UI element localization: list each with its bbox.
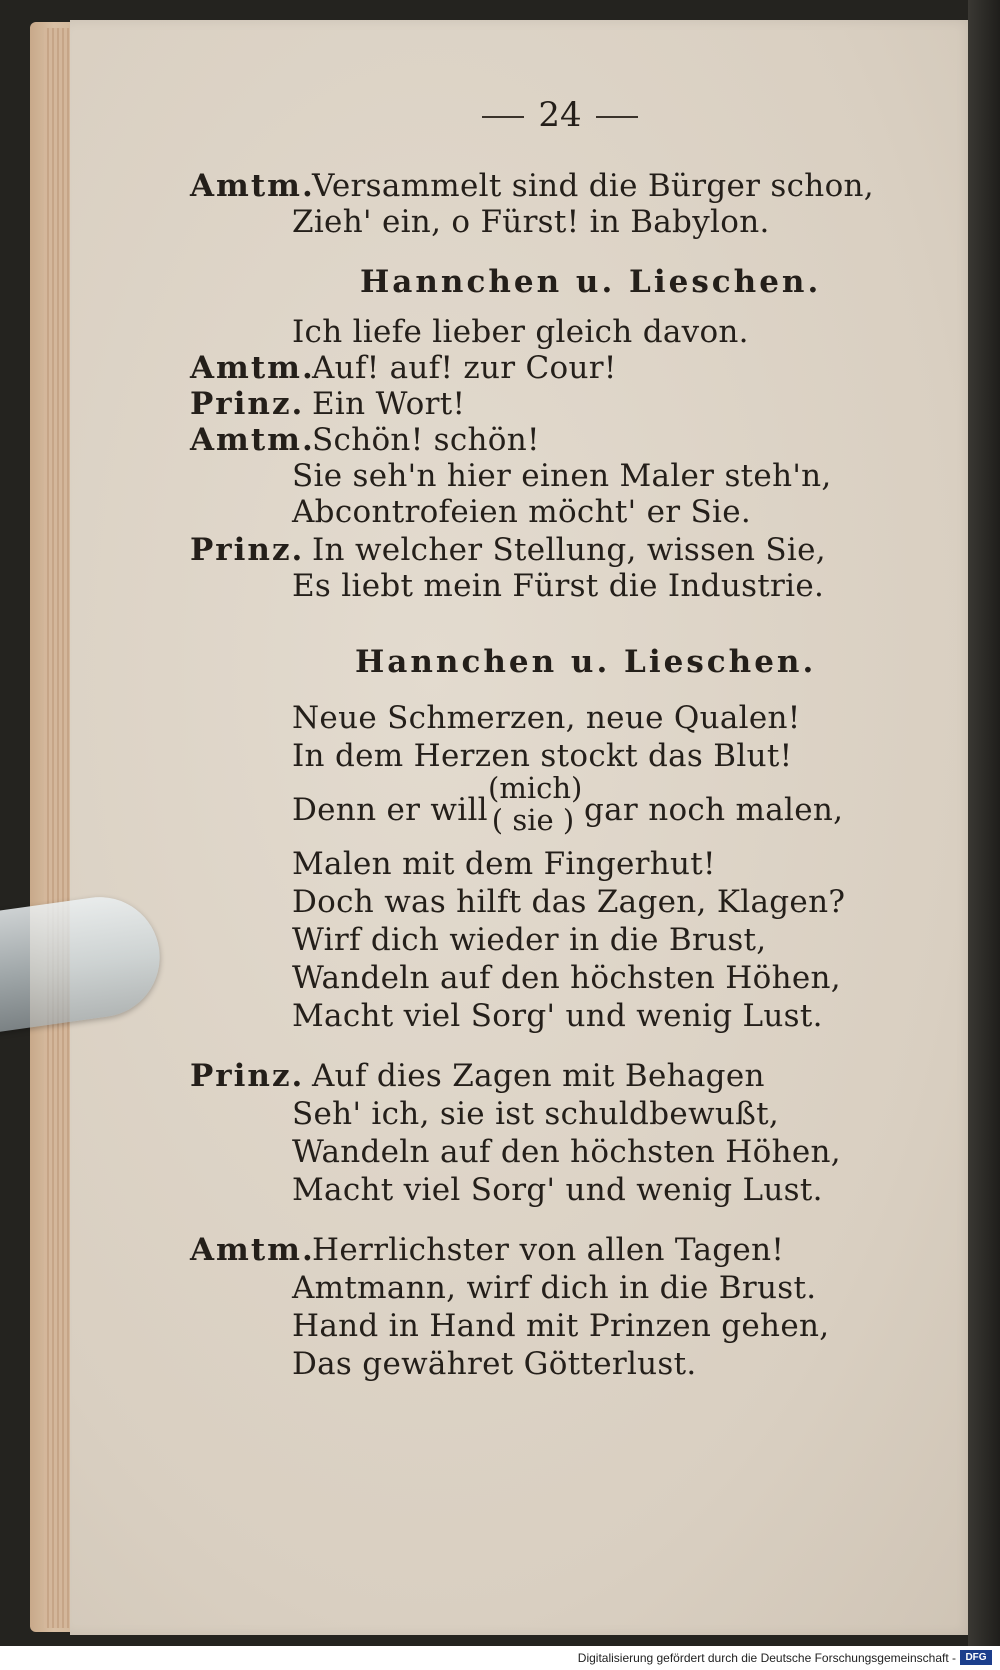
speaker-label: Amtm. <box>190 350 315 386</box>
verse-line: Macht viel Sorg' und wenig Lust. <box>292 1172 823 1208</box>
verse-line: Wirf dich wieder in die Brust, <box>292 922 767 958</box>
verse-line: Amtmann, wirf dich in die Brust. <box>292 1270 817 1306</box>
alternative-top: (mich) <box>488 771 583 805</box>
verse-line: Ein Wort! <box>312 386 466 422</box>
section-heading: Hannchen u. Lieschen. <box>360 264 822 300</box>
verse-line: Herrlichster von allen Tagen! <box>312 1232 785 1268</box>
speaker-label: Amtm. <box>190 1232 315 1268</box>
verse-line: Versammelt sind die Bürger schon, <box>312 168 874 204</box>
speaker-label: Amtm. <box>190 422 315 458</box>
verse-line: Doch was hilft das Zagen, Klagen? <box>292 884 846 920</box>
verse-line: In welcher Stellung, wissen Sie, <box>312 532 826 568</box>
verse-line: Malen mit dem Fingerhut! <box>292 846 716 882</box>
verse-line: Zieh' ein, o Fürst! in Babylon. <box>292 204 770 240</box>
footer-credit: Digitalisierung gefördert durch die Deutsche Forschungsgemeinschaft - <box>577 1651 956 1665</box>
verse-line: Wandeln auf den höchsten Höhen, <box>292 960 841 996</box>
page-number: 24 <box>420 95 700 135</box>
section-heading: Hannchen u. Lieschen. <box>355 644 817 680</box>
verse-line: gar noch malen, <box>584 792 844 828</box>
verse-line: Denn er will <box>292 792 488 828</box>
verse-line: In dem Herzen stockt das Blut! <box>292 738 793 774</box>
alternative-bottom: ( sie ) <box>491 803 575 837</box>
verse-line: Es liebt mein Fürst die Industrie. <box>292 568 825 604</box>
speaker-label: Prinz. <box>190 532 305 568</box>
verse-line: Macht viel Sorg' und wenig Lust. <box>292 998 823 1034</box>
verse-line: Neue Schmerzen, neue Qualen! <box>292 700 801 736</box>
verse-line: Abcontrofeien möcht' er Sie. <box>292 494 752 530</box>
speaker-label: Prinz. <box>190 1058 305 1094</box>
verse-line: Das gewähret Götterlust. <box>292 1346 697 1382</box>
verse-line: Schön! schön! <box>312 422 540 458</box>
verse-line: Hand in Hand mit Prinzen gehen, <box>292 1308 830 1344</box>
speaker-label: Prinz. <box>190 386 305 422</box>
verse-line: Sie seh'n hier einen Maler steh'n, <box>292 458 832 494</box>
verse-line: Auf dies Zagen mit Behagen <box>312 1058 765 1094</box>
binding-shadow <box>968 0 1000 1670</box>
verse-line: Auf! auf! zur Cour! <box>312 350 617 386</box>
stacked-alternatives <box>488 771 583 837</box>
verse-line: Ich liefe lieber gleich davon. <box>292 314 749 350</box>
verse-line: Seh' ich, sie ist schuldbewußt, <box>292 1096 779 1132</box>
speaker-label: Amtm. <box>190 168 315 204</box>
dfg-logo: DFG <box>960 1650 992 1665</box>
verse-line: Wandeln auf den höchsten Höhen, <box>292 1134 841 1170</box>
